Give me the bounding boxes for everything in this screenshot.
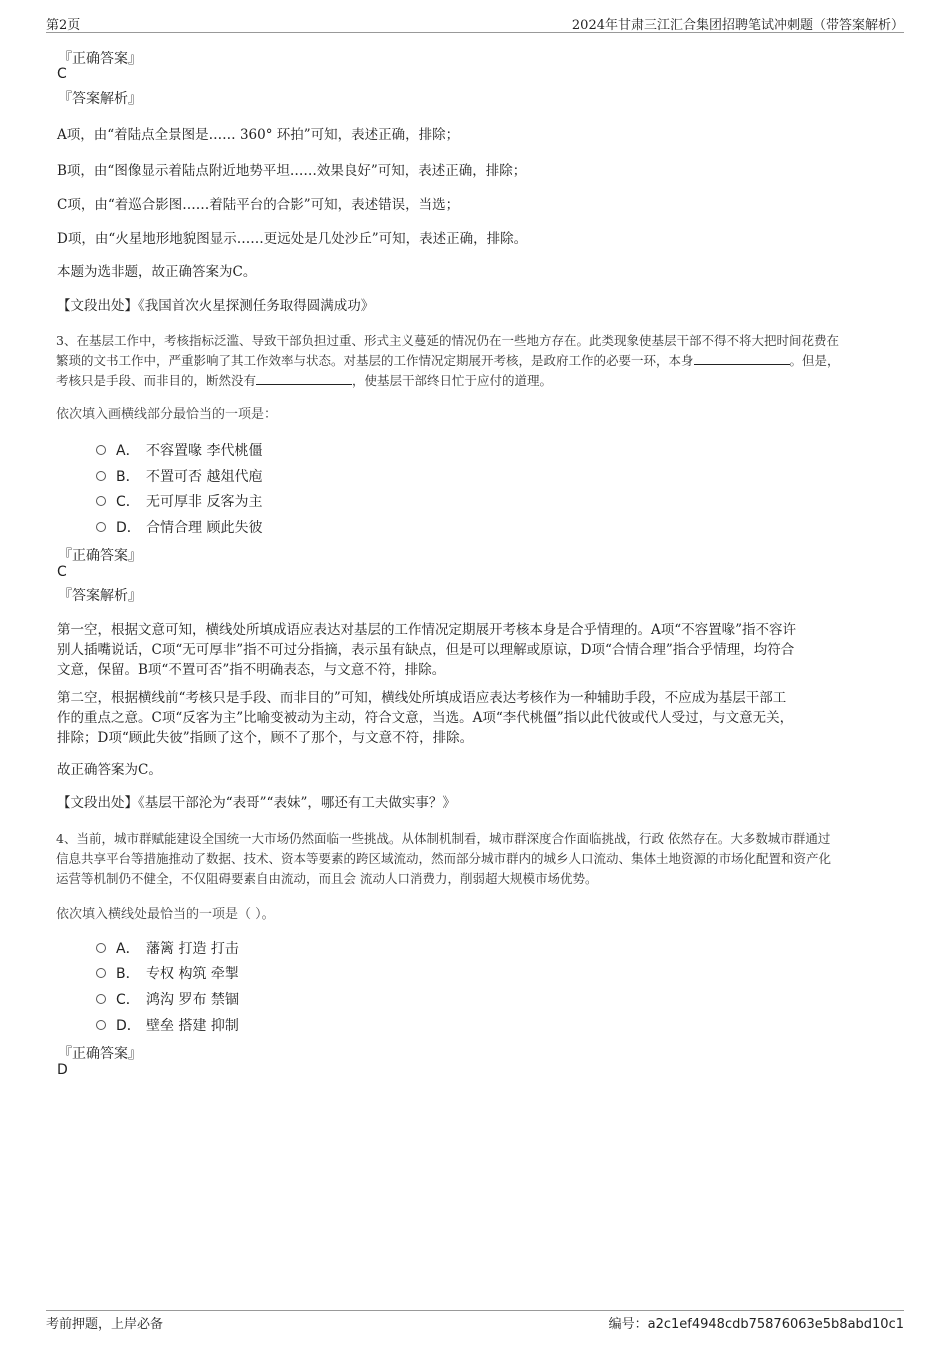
analysis-line: C项，由“着巡合影图……着陆平台的合影”可知，表述错误，当选； <box>57 197 460 213</box>
analysis-line: D项，由“火星地形地貌图显示……更远处是几处沙丘”可知，表述正确，排除。 <box>57 231 528 247</box>
question-prompt: 依次填入横线处最恰当的一项是（ ）。 <box>56 907 275 922</box>
option-b[interactable] <box>96 963 239 983</box>
question-text-part: ，使基层干部终日忙于应付的道理。 <box>352 373 553 388</box>
analysis-label: 『答案解析』 <box>58 91 142 107</box>
answer-value: D <box>57 1062 68 1078</box>
option-letter: A． <box>116 941 140 957</box>
answer-label: 『正确答案』 <box>58 548 142 564</box>
radio-button[interactable] <box>96 445 106 455</box>
page-number: 第2页 <box>46 18 81 33</box>
answer-label: 『正确答案』 <box>58 1046 142 1062</box>
analysis-label: 『答案解析』 <box>58 588 142 604</box>
option-d[interactable] <box>96 1015 239 1035</box>
option-text: 合情合理 顾此失彼 <box>146 520 263 536</box>
option-text: 不容置喙 李代桃僵 <box>146 443 263 459</box>
analysis-line: 文意，保留。B项“不置可否”指不明确表态，与文意不符，排除。 <box>57 662 446 678</box>
analysis-paragraph <box>57 688 897 748</box>
question-text-part: 。但是， <box>789 353 840 368</box>
answer-value: C <box>57 564 67 580</box>
analysis-paragraph <box>57 620 897 680</box>
option-a[interactable] <box>96 440 262 460</box>
question-text: 3、在基层工作中，考核指标泛滥、导致干部负担过重、形式主义蔓延的情况仍在一些地方存在。此类现象使基层干部不得不将大把时间花费在 <box>56 333 839 348</box>
question-text-part: 繁琐的文书工作中，严重影响了其工作效率与状态。对基层的工作情况定期展开考核，是政府工作的必要一环，本身 <box>56 353 694 368</box>
option-letter: D． <box>116 520 141 536</box>
option-text: 无可厚非 反客为主 <box>146 494 263 510</box>
fill-blank <box>694 352 790 365</box>
option-text: 鸿沟 罗布 禁锢 <box>146 992 239 1008</box>
question-text <box>56 371 552 390</box>
question-text <box>56 351 840 370</box>
question-prompt: 依次填入画横线部分最恰当的一项是： <box>56 407 278 422</box>
option-b[interactable] <box>96 466 262 486</box>
analysis-line: B项，由“图像显示着陆点附近地势平坦……效果良好”可知，表述正确，排除； <box>57 163 527 179</box>
analysis-line: A项，由“着陆点全景图是…… 360° 环拍”可知，表述正确，排除； <box>57 127 460 143</box>
option-text: 专权 构筑 牵掣 <box>146 966 239 982</box>
footer-divider <box>46 1310 904 1311</box>
question-text: 4、当前，城市群赋能建设全国统一大市场仍然面临一些挑战。从体制机制看，城市群深度合作面临挑战，行政 依然存在。大多数城市群通过 <box>56 831 831 846</box>
question-text: 运营等机制仍不健全，不仅阻碍要素自由流动，而且会 流动人口消费力，削弱超大规模市场优势。 <box>56 871 598 886</box>
option-letter: C． <box>116 992 140 1008</box>
source-citation: 【文段出处】《我国首次火星探测任务取得圆满成功》 <box>57 298 375 314</box>
radio-button[interactable] <box>96 943 106 953</box>
question-text: 信息共享平台等措施推动了数据、技术、资本等要素的跨区域流动，然而部分城市群内的城乡人口流动、集体土地资源的市场化配置和资产化 <box>56 851 832 866</box>
header-divider <box>46 32 904 33</box>
radio-button[interactable] <box>96 968 106 978</box>
analysis-line: 别人插嘴说话，C项“无可厚非”指不可过分指摘，表示虽有缺点，但是可以理解或原谅，D项“合情合理”指合乎情理，均符合 <box>57 642 795 658</box>
radio-button[interactable] <box>96 522 106 532</box>
analysis-line: 作的重点之意。C项“反客为主”比喻变被动为主动，符合文意，当选。A项“李代桃僵”指以此代彼或代人受过，与文意无关， <box>57 710 794 726</box>
option-letter: A． <box>116 443 140 459</box>
option-letter: D． <box>116 1018 141 1034</box>
analysis-conclusion: 本题为选非题，故正确答案为C。 <box>57 264 257 280</box>
radio-button[interactable] <box>96 471 106 481</box>
answer-label: 『正确答案』 <box>58 51 142 67</box>
option-a[interactable] <box>96 938 239 958</box>
option-letter: C． <box>116 494 140 510</box>
document-id: 编号：a2c1ef4948cdb75876063e5b8abd10c1 <box>608 1317 904 1332</box>
answer-value: C <box>57 66 67 82</box>
analysis-line: 排除；D项“顾此失彼”指顾了这个，顾不了那个，与文意不符，排除。 <box>57 730 474 746</box>
analysis-line: 第二空，根据横线前“考核只是手段、而非目的”可知，横线处所填成语应表达考核作为一种辅助手段，不应成为基层干部工 <box>57 690 787 706</box>
document-title: 2024年甘肃三江汇合集团招聘笔试冲刺题（带答案解析） <box>571 18 904 33</box>
option-letter: B． <box>116 469 140 485</box>
radio-button[interactable] <box>96 994 106 1004</box>
radio-button[interactable] <box>96 1020 106 1030</box>
option-letter: B． <box>116 966 140 982</box>
option-d[interactable] <box>96 517 262 537</box>
radio-button[interactable] <box>96 496 106 506</box>
question-text-part: 考核只是手段、而非目的，断然没有 <box>56 373 257 388</box>
option-text: 不置可否 越俎代庖 <box>146 469 263 485</box>
footer-slogan: 考前押题，上岸必备 <box>46 1317 164 1332</box>
option-c[interactable] <box>96 491 262 511</box>
option-c[interactable] <box>96 989 239 1009</box>
option-text: 藩篱 打造 打击 <box>146 941 239 957</box>
analysis-line: 第一空，根据文意可知，横线处所填成语应表达对基层的工作情况定期展开考核本身是合乎情理的。A项“不容置喙”指不容许 <box>57 622 797 638</box>
fill-blank <box>256 372 352 385</box>
analysis-conclusion: 故正确答案为C。 <box>57 762 162 778</box>
source-citation: 【文段出处】《基层干部沦为“表哥”“表妹”，哪还有工夫做实事？》 <box>57 795 456 811</box>
option-text: 壁垒 搭建 抑制 <box>146 1018 239 1034</box>
